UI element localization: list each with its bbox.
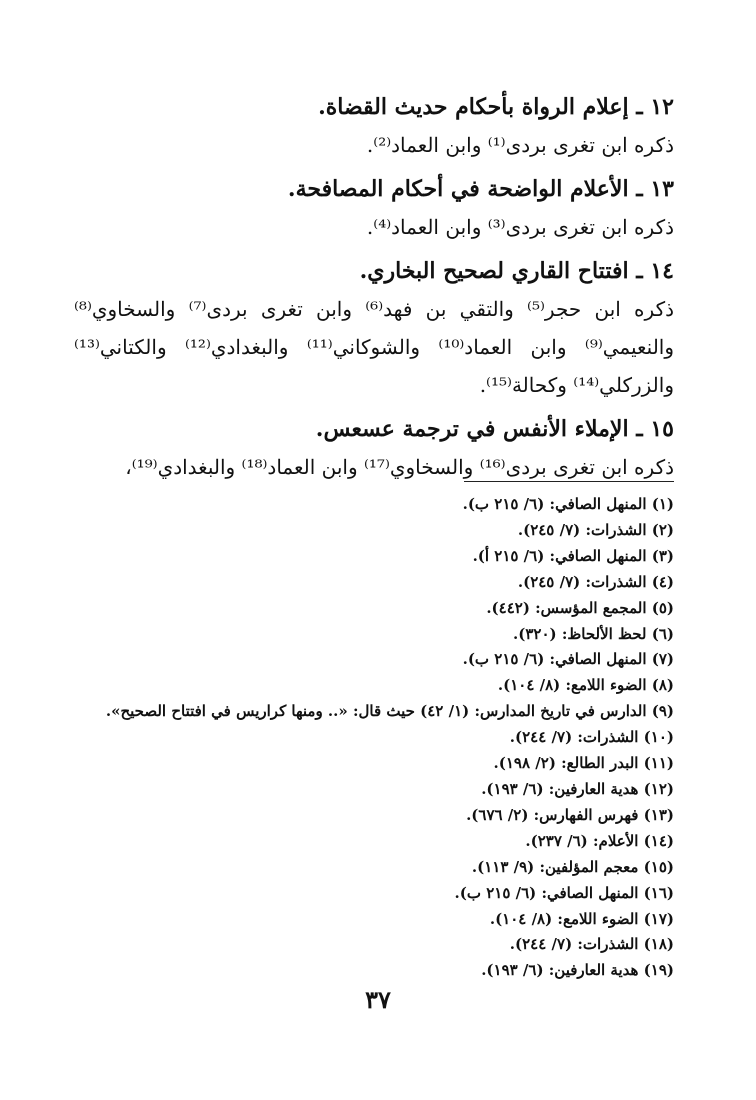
footnote: (١٢) هدية العارفين: (٦/ ١٩٣). <box>481 779 674 798</box>
entry-14 <box>74 252 674 404</box>
page-number: ٣٧ <box>365 985 391 1014</box>
footnote: (٩) الدارس في تاريخ المدارس: (١/ ٤٢) حيث قال: «.. ومنها كراريس في افتتاح الصحيح». <box>105 702 674 721</box>
entry-text: ذكره ابن تغرى بردى⁽³⁾ وابن العماد⁽⁴⁾. <box>366 215 674 239</box>
footnote: (٧) المنهل الصافي: (٦/ ٢١٥ ب). <box>462 650 674 669</box>
entry-12 <box>74 88 674 164</box>
footnote: (١٣) فهرس الفهارس: (٢/ ٦٧٦). <box>466 805 674 824</box>
entry-text: والزركلي⁽¹⁴⁾ وكحالة⁽¹⁵⁾. <box>479 373 674 397</box>
footnote: (١٧) الضوء اللامع: (٨/ ١٠٤). <box>489 909 674 928</box>
footnote: (١٦) المنهل الصافي: (٦/ ٢١٥ ب). <box>454 883 674 902</box>
footnote: (١٩) هدية العارفين: (٦/ ١٩٣). <box>481 961 674 980</box>
footnote: (٢) الشذرات: (٧/ ٢٤٥). <box>517 520 674 539</box>
footnote: (١١) البدر الطالع: (٢/ ١٩٨). <box>493 754 674 773</box>
entry-text: ذكره ابن تغرى بردى⁽¹⁾ وابن العماد⁽²⁾. <box>366 133 674 157</box>
footnote: (٨) الضوء اللامع: (٨/ ١٠٤). <box>497 676 674 695</box>
footnote: (١٥) معجم المؤلفين: (٩/ ١١٣). <box>471 857 674 876</box>
entry-title: ١٥ ـ الإملاء الأنفس في ترجمة عسعس. <box>315 416 674 442</box>
footnote: (٦) لحظ الألحاظ: (٣٢٠). <box>513 624 674 643</box>
entry-title: ١٤ ـ افتتاح القاري لصحيح البخاري. <box>359 258 674 284</box>
footnotes <box>34 492 674 984</box>
footnote: (٣) المنهل الصافي: (٦/ ٢١٥ أ). <box>472 546 674 565</box>
entry-text: ذكره ابن حجر⁽⁵⁾ والتقي بن فهد⁽⁶⁾ وابن تغرى بردى⁽⁷⁾ والسخاوي⁽⁸⁾ <box>74 297 674 321</box>
entry-title: ١٣ ـ الأعلام الواضحة في أحكام المصافحة. <box>287 176 674 202</box>
footnote: (١) المنهل الصافي: (٦/ ٢١٥ ب). <box>462 495 674 513</box>
entry-text: والنعيمي⁽⁹⁾ وابن العماد⁽¹⁰⁾ والشوكاني⁽¹¹⁾ والبغدادي⁽¹²⁾ والكتاني⁽¹³⁾ <box>74 335 675 359</box>
entry-text: ذكره ابن تغرى بردى⁽¹⁶⁾ والسخاوي⁽¹⁷⁾ وابن العماد⁽¹⁸⁾ والبغدادي⁽¹⁹⁾، <box>125 455 674 479</box>
footnote-divider <box>464 481 674 482</box>
footnote: (١٤) الأعلام: (٦/ ٢٣٧). <box>525 831 674 850</box>
entry-title: ١٢ ـ إعلام الرواة بأحكام حديث القضاة. <box>318 94 674 120</box>
footnote: (٤) الشذرات: (٧/ ٢٤٥). <box>517 572 674 591</box>
footnote: (٥) المجمع المؤسس: (٤٤٢). <box>486 598 674 617</box>
entry-13 <box>74 170 674 246</box>
entry-15 <box>74 410 674 486</box>
footnote: (١٠) الشذرات: (٧/ ٢٤٤). <box>509 728 674 747</box>
footnote: (١٨) الشذرات: (٧/ ٢٤٤). <box>509 935 674 954</box>
main-text <box>74 88 674 492</box>
